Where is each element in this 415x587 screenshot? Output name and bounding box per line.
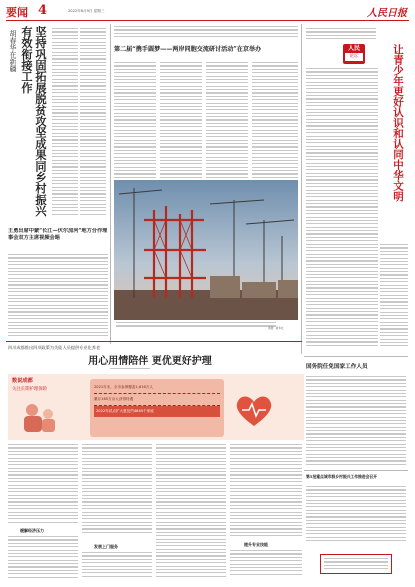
- stat-line-2: 累计165万余人获得待遇: [94, 394, 220, 406]
- wang-article-title: 王勇出席中蒙“长江—伏尔加河”地方合作理事会双方主席视频会晤: [8, 228, 108, 241]
- editor-credits-box: [320, 554, 392, 574]
- issue-date: 2022年6月9日 星期三: [68, 9, 105, 13]
- feature-byline: [110, 368, 150, 372]
- left-article-body-1: [52, 28, 78, 220]
- subhead-economic-pressure: 缓解经济压力: [20, 528, 44, 533]
- briefs-divider: [304, 356, 408, 357]
- briefs-divider-2: [304, 470, 408, 471]
- left-article: [8, 26, 48, 224]
- left-article-body-2: [80, 28, 106, 220]
- editorial-title: 让青少年更好认识和认同中华文明: [392, 44, 404, 202]
- top-article-lead: [114, 26, 298, 40]
- bottom-brief-title: 第5批重点城市群乡村振兴工作推进会召开: [306, 474, 377, 479]
- editorial-badge: [343, 44, 365, 64]
- left-article-title: 坚持巩固拓展脱贫攻坚成果同乡村振兴有效衔接工作: [20, 26, 48, 217]
- feature-col-3: [156, 444, 226, 580]
- newspaper-logo: 人民日报: [367, 8, 407, 19]
- top-article-col-2: [160, 62, 202, 180]
- subhead-skills: 提升专业技能: [244, 542, 268, 547]
- masthead: [6, 4, 409, 20]
- page-number: 4: [38, 4, 48, 18]
- feature-kicker: 四川成都推出四项政策为失能人员提供专业化养老: [8, 345, 101, 350]
- feature-col-4: [230, 444, 302, 540]
- stat-line-1: 2021年末，全市参保覆盖1,616万人: [94, 382, 220, 394]
- feature-col-1: [8, 444, 78, 526]
- crane-site-image: [114, 180, 298, 320]
- photo-caption-text: [116, 322, 276, 332]
- construction-photo: [114, 180, 298, 320]
- left-article-kicker: 胡春华在新疆: [9, 30, 17, 72]
- data-box-title: 数说成都: [12, 378, 33, 384]
- editorial-body-2: [380, 244, 408, 350]
- feature-title: 用心用情陪伴 更优更好护理: [88, 356, 212, 366]
- state-council-title: 国务院任免国家工作人员: [306, 364, 368, 370]
- feature-col-2: [82, 444, 152, 538]
- wang-article-body: [8, 254, 108, 340]
- stats-panel: [90, 379, 224, 437]
- masthead-rule: [6, 20, 409, 21]
- feature-col-4b: [230, 550, 302, 580]
- data-box-subtitle: 关注长期护理保险: [12, 387, 48, 392]
- section-label: 要闻: [6, 6, 28, 19]
- feature-col-2b: [82, 552, 152, 580]
- subhead-home-service: 发展上门服务: [94, 544, 118, 549]
- top-article-col-3: [206, 62, 248, 180]
- feature-top-rule: [6, 341, 302, 342]
- photo-credit: 供图：新华社: [268, 327, 284, 330]
- stat-line-3: 2022年试点扩大惠及约4845个家庭: [94, 406, 220, 417]
- editorial-badge-bottom: 论坛: [345, 53, 363, 61]
- care-illustration: [14, 398, 60, 438]
- feature-col-1b: [8, 536, 78, 580]
- top-article-col-4: [252, 62, 298, 180]
- editorial-badge-top: 人民: [347, 45, 360, 52]
- editorial-lead: [306, 28, 376, 42]
- top-article-col-1: [114, 62, 156, 180]
- editorial-divider: [301, 24, 302, 354]
- heart-icon: [234, 394, 274, 428]
- bottom-brief-body: [306, 486, 406, 546]
- editorial-body-1: [306, 68, 378, 350]
- state-council-body: [306, 376, 406, 468]
- data-box: [8, 374, 304, 440]
- top-article-title: 第二届“携手圆梦——两岸同胞交流研讨活动”在京举办: [114, 46, 262, 53]
- column-divider: [110, 24, 111, 344]
- editor-credits-lines: [324, 558, 388, 572]
